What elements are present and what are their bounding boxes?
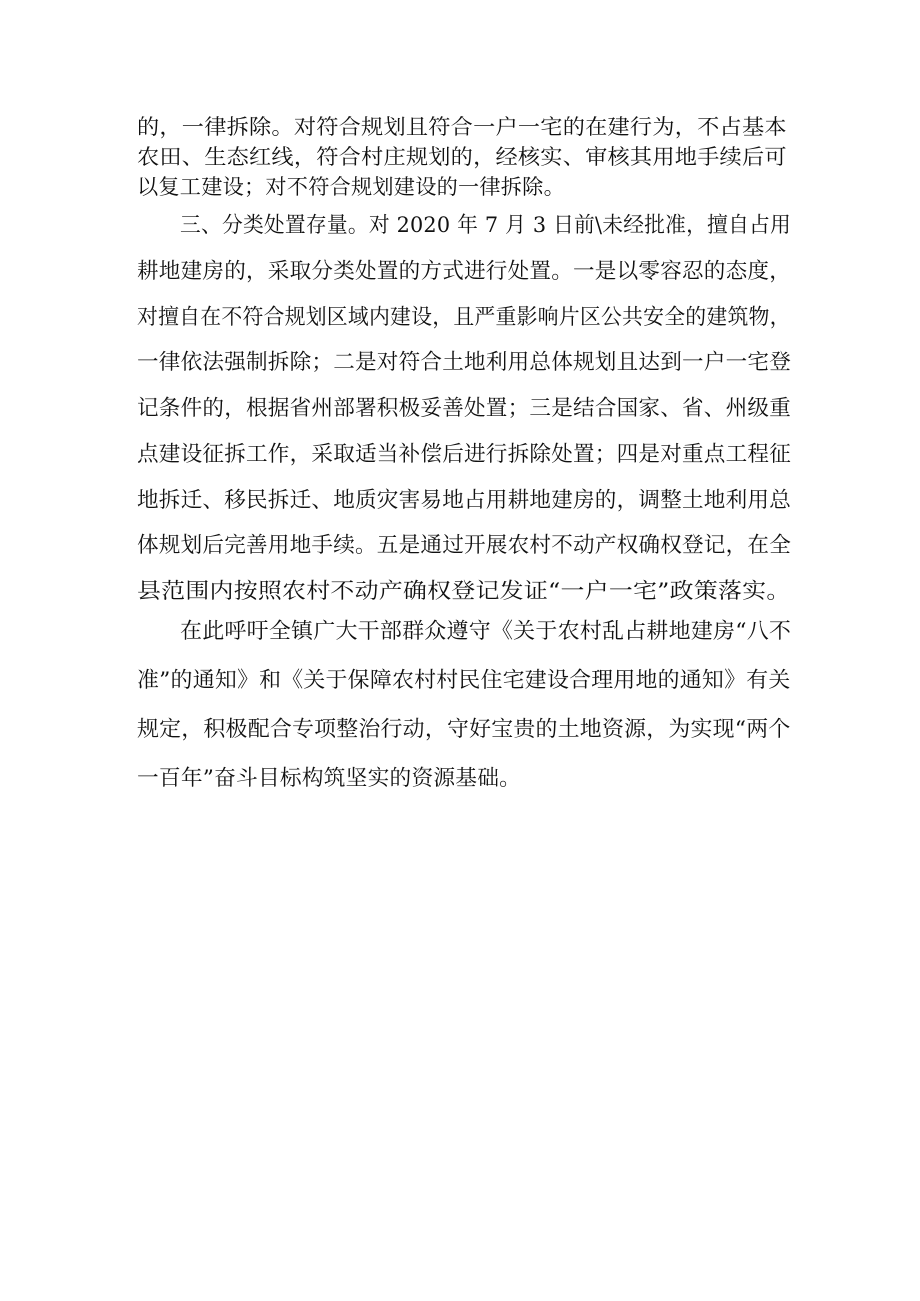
- text-line: 记条件的，根据省州部署积极妥善处置；三是结合国家、省、州级重: [137, 396, 792, 421]
- text-line: 地拆迁、移民拆迁、地质灾害易地占用耕地建房的，调整土地利用总: [137, 488, 792, 513]
- text-line: 规定，积极配合专项整治行动，守好宝贵的土地资源，为实现“两个: [137, 717, 791, 742]
- text-line: 农田、生态红线，符合村庄规划的，经核实、审核其用地手续后可: [137, 145, 787, 169]
- text-line: 体规划后完善用地手续。五是通过开展农村不动产权确权登记，在全: [137, 533, 792, 558]
- text-line: 准”的通知》和《关于保障农村村民住宅建设合理用地的通知》有关: [137, 668, 791, 693]
- text-line-extra: 县范围内按照农村不动产确权登记发证“一户一宅”政策落实。: [137, 579, 791, 604]
- text-line: 点建设征拆工作，采取适当补偿后进行拆除处置；四是对重点工程征: [137, 442, 792, 467]
- text-line: 以复工建设；对不符合规划建设的一律拆除。: [137, 175, 565, 199]
- text-line: 对擅自在不符合规划区域内建设，且严重影响片区公共安全的建筑物，: [137, 305, 791, 330]
- text-line: 三、分类处置存量。对 2020 年 7 月 3 日前\未经批准，擅自占用: [180, 213, 792, 238]
- text-line: 的，一律拆除。对符合规划且符合一户一宅的在建行为，不占基本: [137, 115, 787, 139]
- text-line: 一律依法强制拆除；二是对符合土地利用总体规划且达到一户一宅登: [137, 350, 792, 375]
- text-line: 在此呼吁全镇广大干部群众遵守《关于农村乱占耕地建房“八不: [180, 619, 792, 644]
- text-line: 一百年”奋斗目标构筑坚实的资源基础。: [137, 766, 522, 791]
- text-line: 耕地建房的，采取分类处置的方式进行处置。一是以零容忍的态度，: [137, 259, 792, 284]
